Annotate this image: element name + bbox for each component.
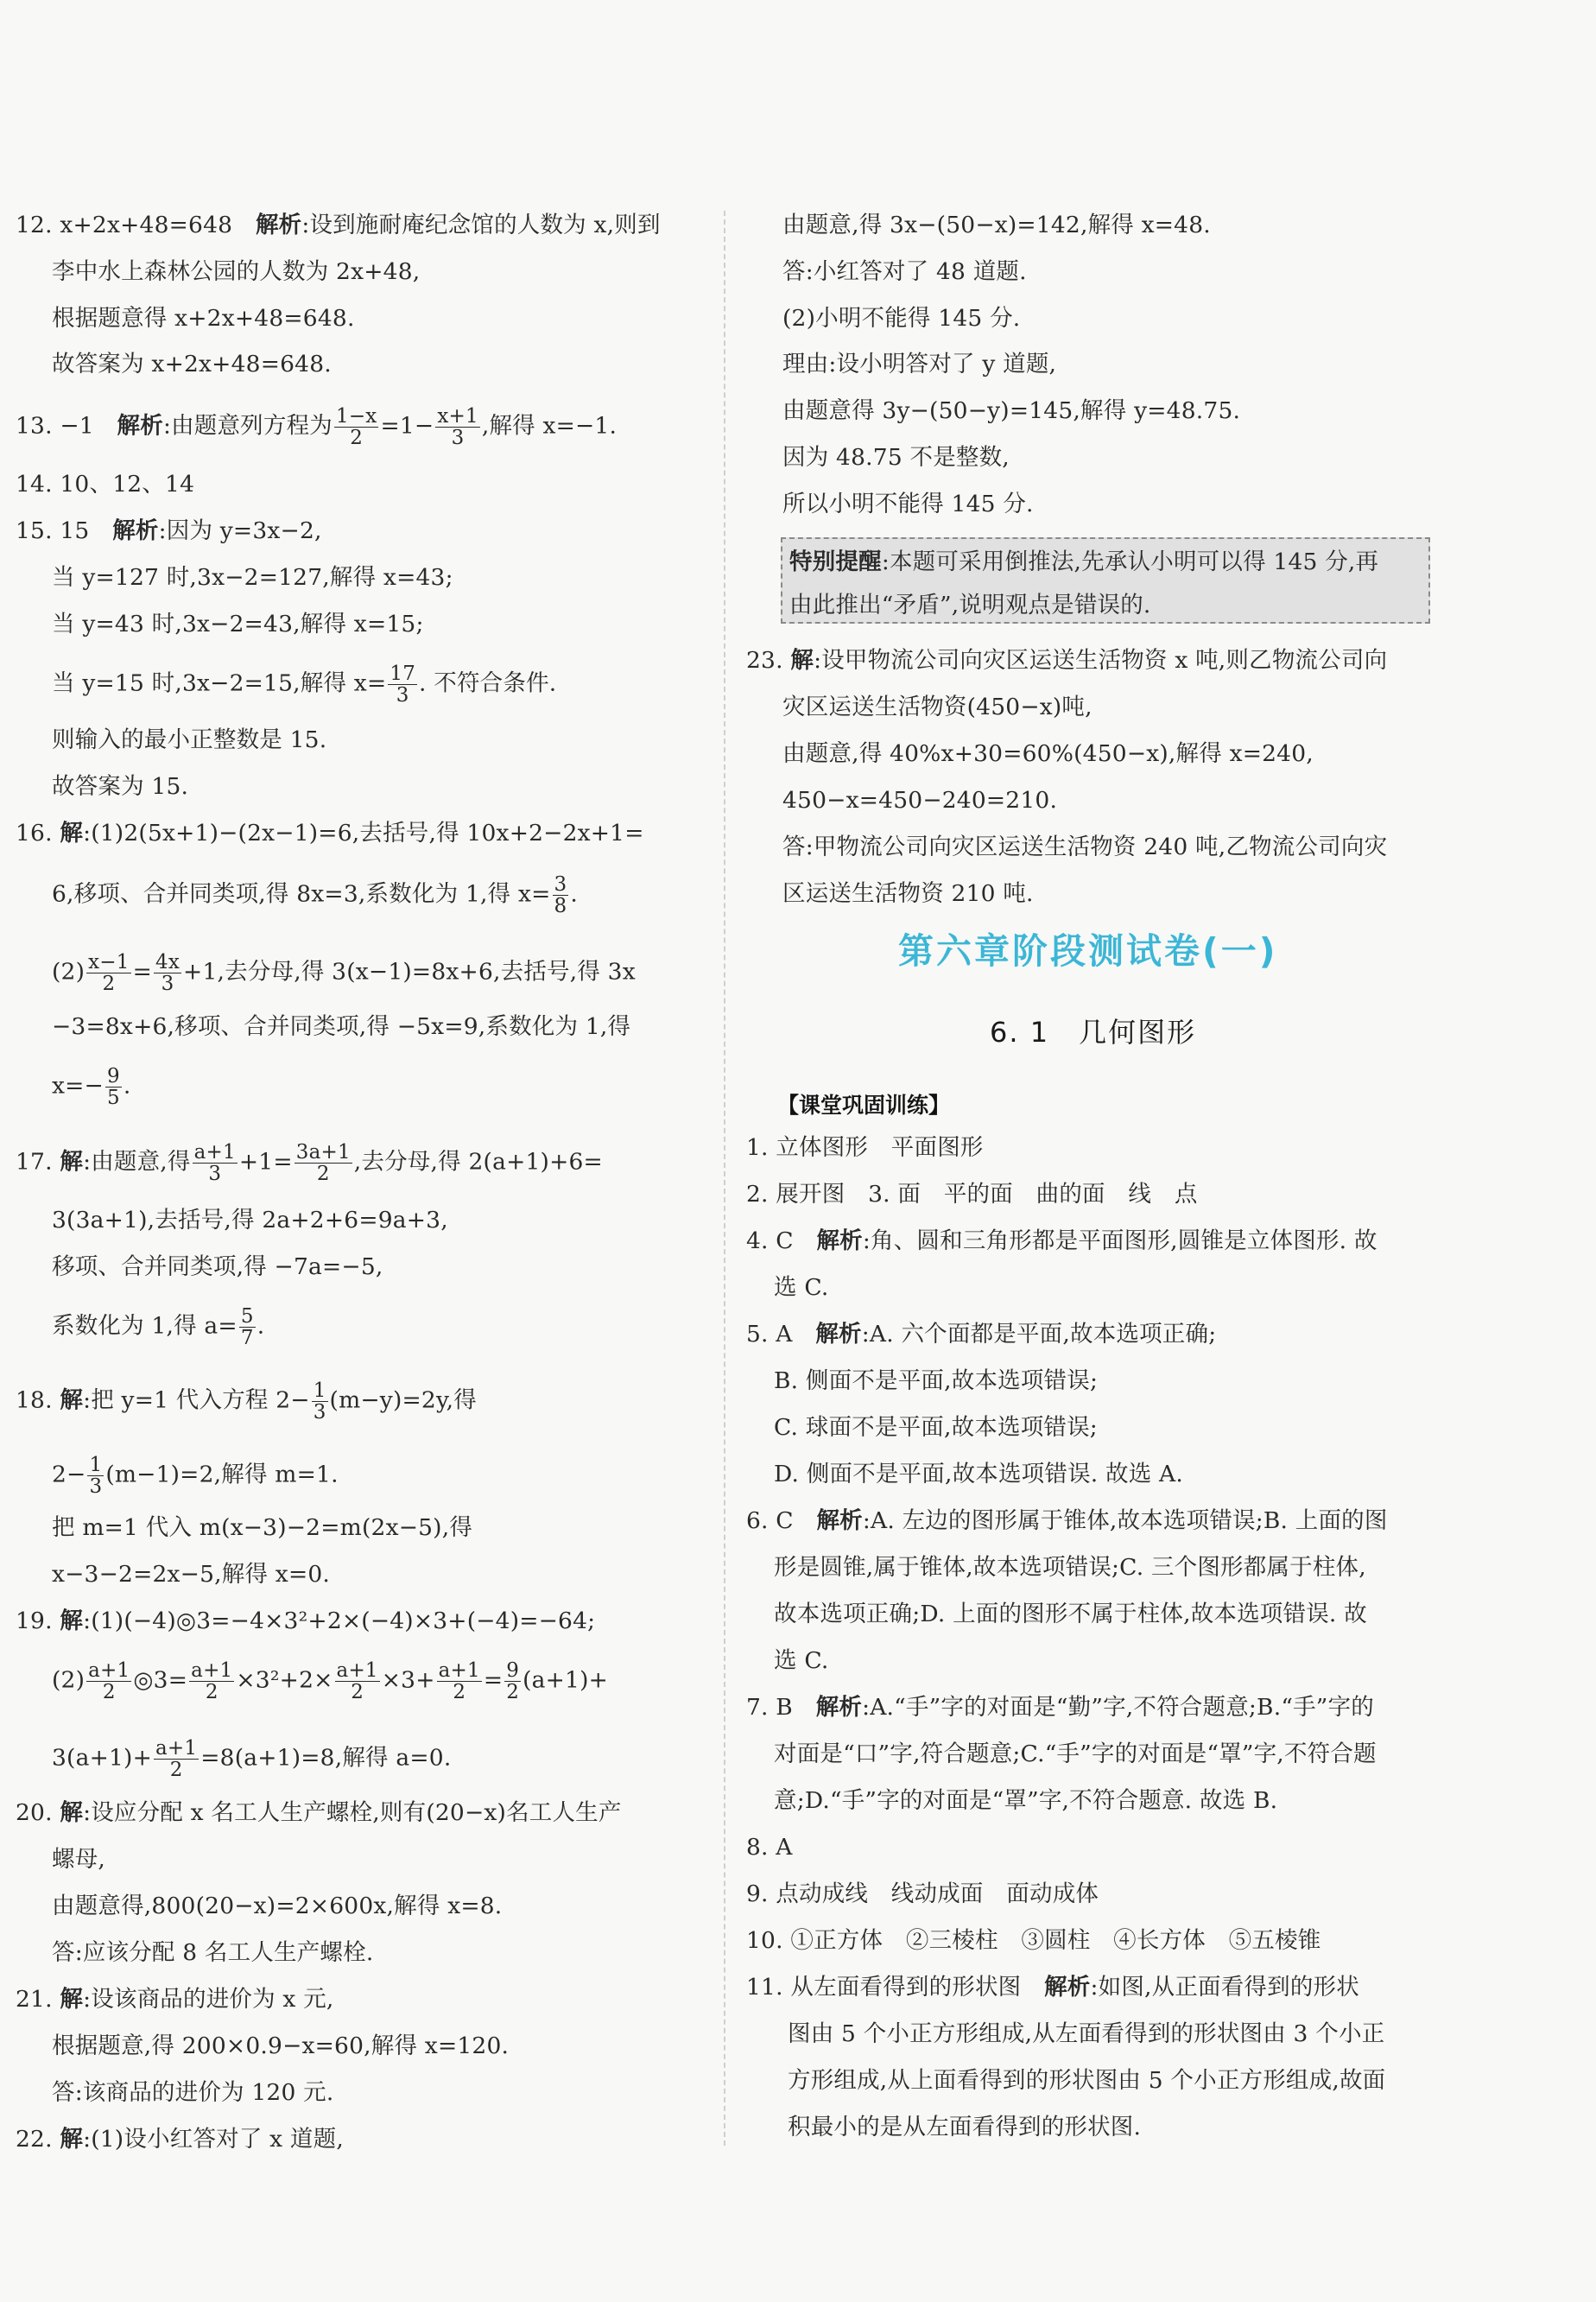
- answer-23-line-2: 灾区运送生活物资(450−x)吨,: [782, 694, 1092, 720]
- answer-15-line-6: 故答案为 15.: [52, 773, 189, 800]
- section-title: 6. 1 几何图形: [990, 1016, 1197, 1049]
- answer-22-line-4: (2)小明不能得 145 分.: [782, 305, 1021, 332]
- practice-answer-7-line-3: 意;D.“手”字的对面是“罩”字,不符合题意. 故选 B.: [774, 1787, 1278, 1814]
- practice-answer-1: 1. 立体图形 平面图形: [746, 1134, 984, 1161]
- practice-answer-7-line-2: 对面是“口”字,符合题意;C.“手”字的对面是“罩”字,不符合题: [774, 1741, 1377, 1767]
- answer-16-line-5: x=− $\frac{9}{5}$ .: [52, 1065, 131, 1109]
- answer-22-line-2: 由题意,得 3x−(50−x)=142,解得 x=48.: [782, 212, 1211, 238]
- practice-answer-8: 8. A: [746, 1834, 793, 1861]
- answer-21-line-2: 根据题意,得 200×0.9−x=60,解得 x=120.: [52, 2032, 510, 2059]
- answer-21-line-1: 21. 解:设该商品的进价为 x 元,: [16, 1986, 334, 2013]
- chapter-title: 第六章阶段测试卷(一): [898, 930, 1278, 972]
- answer-23-line-5: 答:甲物流公司向灾区运送生活物资 240 吨,乙物流公司向灾: [782, 834, 1388, 860]
- answer-22-line-5: 理由:设小明答对了 y 道题,: [782, 351, 1057, 377]
- answer-23-line-1: 23. 解:设甲物流公司向灾区运送生活物资 x 吨,则乙物流公司向: [746, 647, 1388, 674]
- practice-answer-5-line-1: 5. A 解析:A. 六个面都是平面,故本选项正确;: [746, 1321, 1217, 1348]
- practice-answer-6-line-1: 6. C 解析:A. 左边的图形属于锥体,故本选项错误;B. 上面的图: [746, 1507, 1388, 1534]
- answer-23-line-4: 450−x=450−240=210.: [782, 787, 1058, 814]
- answer-17-line-3: 移项、合并同类项,得 −7a=−5,: [52, 1253, 383, 1280]
- answer-20-line-4: 答:应该分配 8 名工人生产螺栓.: [52, 1939, 374, 1966]
- answer-16-line-4: −3=8x+6,移项、合并同类项,得 −5x=9,系数化为 1,得: [52, 1013, 631, 1040]
- practice-answer-6-line-3: 故本选项正确;D. 上面的图形不属于柱体,故本选项错误. 故: [774, 1601, 1367, 1627]
- answer-20-line-1: 20. 解:设应分配 x 名工人生产螺栓,则有(20−x)名工人生产: [16, 1799, 622, 1826]
- answer-18-line-3: 把 m=1 代入 m(x−3)−2=m(2x−5),得: [52, 1514, 473, 1541]
- answer-19-line-3: 3(a+1)+ $\frac{a+1}{2}$ =8(a+1)=8,解得 a=0.: [52, 1737, 452, 1781]
- answer-13: 13. −1 解析:由题意列方程为 $\frac{1-x}{2}$ =1− $\frac{x+1}{3}$ ,解得 x=−1.: [16, 405, 618, 449]
- answer-19-line-2: (2) $\frac{a+1}{2}$ ◎3= $\frac{a+1}{2}$ ×3²+2× $\frac{a+1}{2}$ ×3+ $\frac{a+1}{2}$ = $\frac{9}{2}$ (a+1)+: [52, 1659, 609, 1703]
- answer-18-line-1: 18. 解:把 y=1 代入方程 2− $\frac{1}{3}$ (m−y)=2y,得: [16, 1379, 477, 1424]
- answer-22-line-7: 因为 48.75 不是整数,: [782, 444, 1010, 471]
- answer-22-line-6: 由题意得 3y−(50−y)=145,解得 y=48.75.: [782, 397, 1241, 424]
- answer-22-line-8: 所以小明不能得 145 分.: [782, 491, 1034, 517]
- answer-16-line-3: (2) $\frac{x-1}{2}$ = $\frac{4x}{3}$ +1,去分母,得 3(x−1)=8x+6,去括号,得 3x: [52, 951, 636, 995]
- answer-12-line-4: 故答案为 x+2x+48=648.: [52, 351, 332, 377]
- practice-heading: 【课堂巩固训练】: [777, 1093, 951, 1118]
- practice-answer-4-line-2: 选 C.: [774, 1274, 829, 1301]
- answer-15-line-4: 当 y=15 时,3x−2=15,解得 x= $\frac{17}{3}$ . 不符合条件.: [52, 663, 557, 707]
- answer-12-line-1: 12. x+2x+48=648 解析:设到施耐庵纪念馆的人数为 x,则到: [16, 212, 661, 238]
- answer-17-line-1: 17. 解:由题意,得 $\frac{a+1}{3}$ +1= $\frac{3a+1}{2}$ ,去分母,得 2(a+1)+6=: [16, 1141, 603, 1185]
- practice-answer-6-line-4: 选 C.: [774, 1647, 829, 1674]
- answer-18-line-2: 2− $\frac{1}{3}$ (m−1)=2,解得 m=1.: [52, 1454, 339, 1498]
- answer-17-line-2: 3(3a+1),去括号,得 2a+2+6=9a+3,: [52, 1207, 448, 1233]
- practice-answer-5-line-4: D. 侧面不是平面,故本选项错误. 故选 A.: [774, 1461, 1184, 1487]
- answer-12-line-3: 根据题意得 x+2x+48=648.: [52, 305, 355, 332]
- answer-15-line-2: 当 y=127 时,3x−2=127,解得 x=43;: [52, 564, 453, 591]
- answer-16-line-2: 6,移项、合并同类项,得 8x=3,系数化为 1,得 x= $\frac{3}{8}$ .: [52, 873, 578, 917]
- practice-answer-4-line-1: 4. C 解析:角、圆和三角形都是平面图形,圆锥是立体图形. 故: [746, 1227, 1378, 1254]
- answer-18-line-4: x−3−2=2x−5,解得 x=0.: [52, 1561, 331, 1588]
- answer-17-line-4: 系数化为 1,得 a= $\frac{5}{7}$ .: [52, 1305, 265, 1349]
- answer-15-line-5: 则输入的最小正整数是 15.: [52, 726, 327, 753]
- answer-16-line-1: 16. 解:(1)2(5x+1)−(2x−1)=6,去括号,得 10x+2−2x+1=: [16, 820, 644, 847]
- practice-answer-5-line-2: B. 侧面不是平面,故本选项错误;: [774, 1367, 1099, 1394]
- practice-answer-9: 9. 点动成线 线动成面 面动成体: [746, 1880, 1099, 1907]
- answer-15-line-3: 当 y=43 时,3x−2=43,解得 x=15;: [52, 611, 424, 637]
- answer-22-line-3: 答:小红答对了 48 道题.: [782, 258, 1027, 285]
- answer-14: 14. 10、12、14: [16, 471, 195, 498]
- answer-20-line-2: 螺母,: [52, 1846, 106, 1873]
- practice-answer-7-line-1: 7. B 解析:A.“手”字的对面是“勤”字,不符合题意;B.“手”字的: [746, 1694, 1374, 1721]
- practice-answer-11-line-4: 积最小的是从左面看得到的形状图.: [788, 2114, 1142, 2140]
- answer-20-line-3: 由题意得,800(20−x)=2×600x,解得 x=8.: [52, 1893, 503, 1919]
- answer-19-line-1: 19. 解:(1)(−4)◎3=−4×3²+2×(−4)×3+(−4)=−64;: [16, 1608, 596, 1634]
- special-reminder-label: 特别提醒: [789, 549, 882, 575]
- practice-answer-6-line-2: 形是圆锥,属于锥体,故本选项错误;C. 三个图形都属于柱体,: [774, 1554, 1366, 1581]
- practice-answer-10: 10. ①正方体 ②三棱柱 ③圆柱 ④长方体 ⑤五棱锥: [746, 1927, 1321, 1954]
- practice-answer-11-line-2: 图由 5 个小正方形组成,从左面看得到的形状图由 3 个小正: [788, 2020, 1385, 2047]
- column-divider: [724, 211, 725, 2146]
- special-reminder-line-1: 特别提醒:本题可采用倒推法,先承认小明可以得 145 分,再: [789, 549, 1379, 575]
- answer-21-line-3: 答:该商品的进价为 120 元.: [52, 2079, 334, 2106]
- answer-22-line-1: 22. 解:(1)设小红答对了 x 道题,: [16, 2126, 344, 2153]
- practice-answer-5-line-3: C. 球面不是平面,故本选项错误;: [774, 1414, 1098, 1441]
- practice-answer-11-line-1: 11. 从左面看得到的形状图 解析:如图,从正面看得到的形状: [746, 1974, 1359, 2001]
- answer-23-line-3: 由题意,得 40%x+30=60%(450−x),解得 x=240,: [782, 740, 1314, 767]
- practice-answer-11-line-3: 方形组成,从上面看得到的形状图由 5 个小正方形组成,故面: [788, 2067, 1386, 2094]
- practice-answer-2-3: 2. 展开图 3. 面 平的面 曲的面 线 点: [746, 1181, 1198, 1208]
- answer-23-line-6: 区运送生活物资 210 吨.: [782, 880, 1034, 907]
- answer-12-line-2: 李中水上森林公园的人数为 2x+48,: [52, 258, 421, 285]
- answer-15-line-1: 15. 15 解析:因为 y=3x−2,: [16, 517, 322, 544]
- special-reminder-line-2: 由此推出“矛盾”,说明观点是错误的.: [789, 592, 1151, 618]
